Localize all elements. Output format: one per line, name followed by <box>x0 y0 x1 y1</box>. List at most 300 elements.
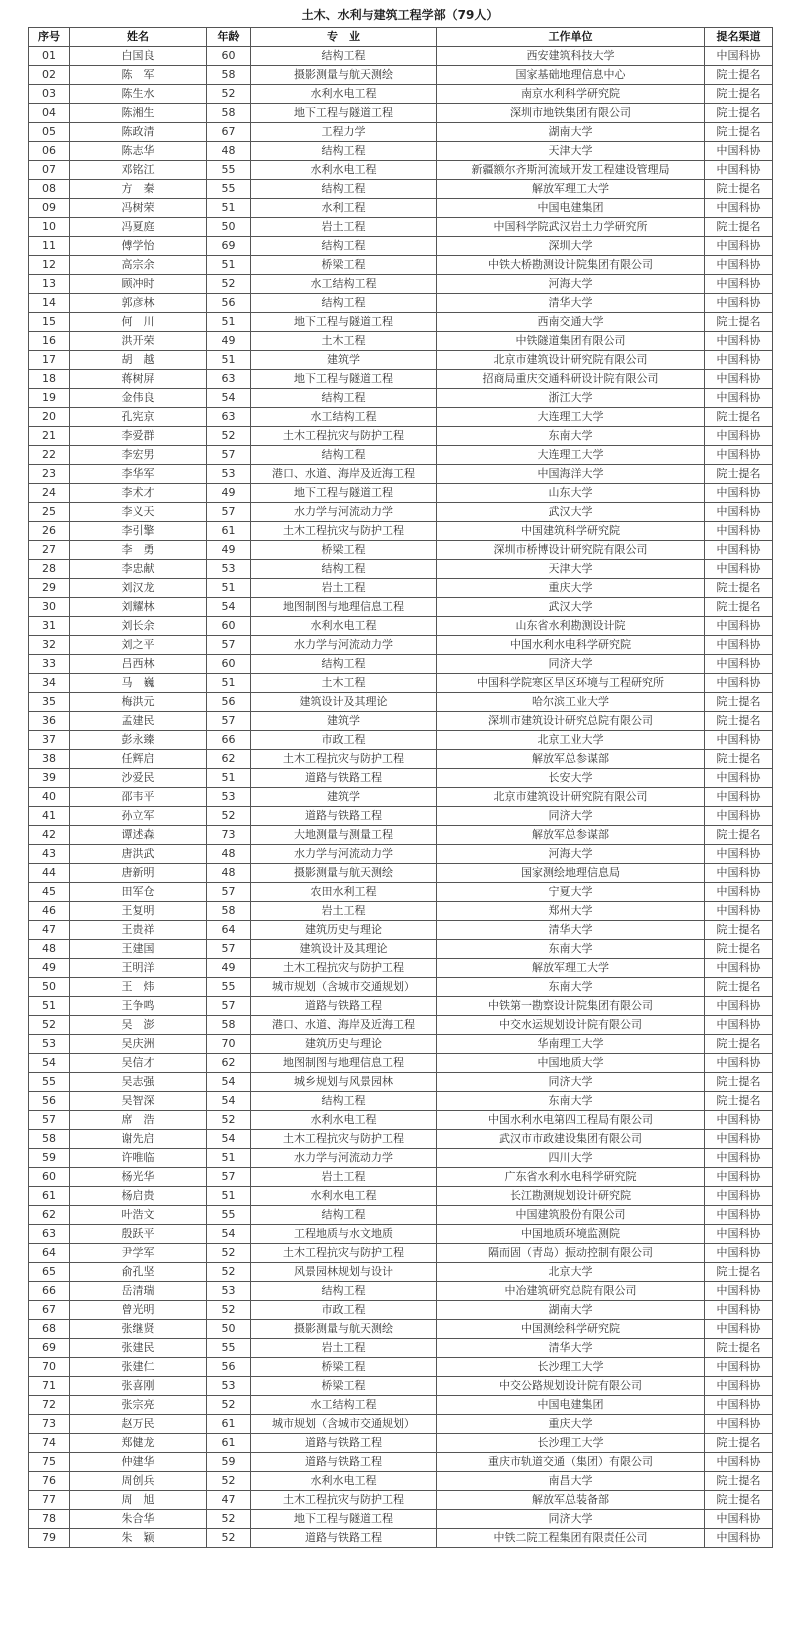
cell-major: 水利水电工程 <box>251 85 437 104</box>
table-row <box>29 959 773 978</box>
cell-name: 刘汉龙 <box>70 579 207 598</box>
cell-index: 53 <box>29 1035 70 1054</box>
cell-major: 岩土工程 <box>251 579 437 598</box>
cell-channel: 院士提名 <box>705 693 773 712</box>
cell-age: 51 <box>207 1149 251 1168</box>
cell-channel: 院士提名 <box>705 85 773 104</box>
table-row <box>29 1434 773 1453</box>
cell-index: 66 <box>29 1282 70 1301</box>
table-row <box>29 1225 773 1244</box>
cell-channel: 院士提名 <box>705 1035 773 1054</box>
cell-employer: 东南大学 <box>437 940 705 959</box>
cell-channel: 中国科协 <box>705 370 773 389</box>
cell-name: 张喜刚 <box>70 1377 207 1396</box>
cell-major: 地图制图与地理信息工程 <box>251 598 437 617</box>
table-row <box>29 47 773 66</box>
cell-age: 52 <box>207 1301 251 1320</box>
cell-age: 54 <box>207 1073 251 1092</box>
cell-channel: 中国科协 <box>705 1301 773 1320</box>
cell-employer: 大连理工大学 <box>437 446 705 465</box>
cell-channel: 中国科协 <box>705 902 773 921</box>
cell-index: 33 <box>29 655 70 674</box>
cell-name: 陈政清 <box>70 123 207 142</box>
table-row <box>29 1206 773 1225</box>
table-row <box>29 1073 773 1092</box>
cell-channel: 中国科协 <box>705 959 773 978</box>
cell-major: 城市规划（含城市交通规划） <box>251 978 437 997</box>
table-row <box>29 237 773 256</box>
cell-name: 陈 军 <box>70 66 207 85</box>
cell-index: 14 <box>29 294 70 313</box>
cell-index: 34 <box>29 674 70 693</box>
cell-employer: 宁夏大学 <box>437 883 705 902</box>
cell-name: 白国良 <box>70 47 207 66</box>
cell-major: 地下工程与隧道工程 <box>251 104 437 123</box>
cell-major: 土木工程抗灾与防护工程 <box>251 1491 437 1510</box>
cell-channel: 院士提名 <box>705 465 773 484</box>
cell-employer: 浙江大学 <box>437 389 705 408</box>
cell-major: 岩土工程 <box>251 218 437 237</box>
cell-major: 建筑学 <box>251 712 437 731</box>
cell-name: 周 旭 <box>70 1491 207 1510</box>
table-header-row <box>29 28 773 47</box>
cell-major: 结构工程 <box>251 1282 437 1301</box>
table-row <box>29 807 773 826</box>
cell-channel: 中国科协 <box>705 237 773 256</box>
cell-name: 王 炜 <box>70 978 207 997</box>
cell-major: 市政工程 <box>251 731 437 750</box>
cell-channel: 中国科协 <box>705 332 773 351</box>
cell-channel: 院士提名 <box>705 180 773 199</box>
cell-name: 刘长余 <box>70 617 207 636</box>
cell-name: 吴庆洲 <box>70 1035 207 1054</box>
table-row <box>29 1130 773 1149</box>
cell-employer: 同济大学 <box>437 807 705 826</box>
cell-employer: 中铁隧道集团有限公司 <box>437 332 705 351</box>
cell-major: 水工结构工程 <box>251 408 437 427</box>
cell-channel: 院士提名 <box>705 940 773 959</box>
cell-age: 55 <box>207 1206 251 1225</box>
cell-age: 47 <box>207 1491 251 1510</box>
cell-channel: 中国科协 <box>705 1187 773 1206</box>
cell-employer: 中铁二院工程集团有限责任公司 <box>437 1529 705 1548</box>
cell-index: 40 <box>29 788 70 807</box>
table-row <box>29 1529 773 1548</box>
table-row <box>29 1016 773 1035</box>
cell-channel: 院士提名 <box>705 218 773 237</box>
cell-index: 08 <box>29 180 70 199</box>
cell-employer: 解放军理工大学 <box>437 180 705 199</box>
cell-name: 许唯临 <box>70 1149 207 1168</box>
table-row <box>29 997 773 1016</box>
cell-age: 56 <box>207 1358 251 1377</box>
cell-age: 56 <box>207 693 251 712</box>
cell-channel: 院士提名 <box>705 1472 773 1491</box>
cell-name: 仲建华 <box>70 1453 207 1472</box>
cell-index: 48 <box>29 940 70 959</box>
cell-channel: 中国科协 <box>705 503 773 522</box>
cell-index: 59 <box>29 1149 70 1168</box>
cell-age: 52 <box>207 1529 251 1548</box>
cell-major: 土木工程抗灾与防护工程 <box>251 1130 437 1149</box>
cell-name: 李义天 <box>70 503 207 522</box>
cell-employer: 东南大学 <box>437 427 705 446</box>
table-row <box>29 598 773 617</box>
cell-age: 51 <box>207 199 251 218</box>
cell-major: 桥梁工程 <box>251 1358 437 1377</box>
cell-name: 陈湘生 <box>70 104 207 123</box>
cell-major: 摄影测量与航天测绘 <box>251 66 437 85</box>
cell-employer: 中交公路规划设计院有限公司 <box>437 1377 705 1396</box>
cell-age: 52 <box>207 1111 251 1130</box>
cell-major: 地下工程与隧道工程 <box>251 484 437 503</box>
cell-channel: 中国科协 <box>705 864 773 883</box>
cell-channel: 中国科协 <box>705 351 773 370</box>
cell-index: 11 <box>29 237 70 256</box>
table-row <box>29 503 773 522</box>
cell-major: 道路与铁路工程 <box>251 997 437 1016</box>
cell-name: 李忠献 <box>70 560 207 579</box>
cell-index: 47 <box>29 921 70 940</box>
cell-index: 73 <box>29 1415 70 1434</box>
cell-age: 58 <box>207 1016 251 1035</box>
cell-employer: 解放军总参谋部 <box>437 750 705 769</box>
table-row <box>29 1415 773 1434</box>
cell-employer: 东南大学 <box>437 1092 705 1111</box>
table-row <box>29 788 773 807</box>
cell-name: 孟建民 <box>70 712 207 731</box>
table-row <box>29 1453 773 1472</box>
cell-age: 52 <box>207 1472 251 1491</box>
cell-employer: 广东省水利水电科学研究院 <box>437 1168 705 1187</box>
cell-index: 36 <box>29 712 70 731</box>
cell-name: 唐新明 <box>70 864 207 883</box>
cell-major: 结构工程 <box>251 237 437 256</box>
cell-index: 29 <box>29 579 70 598</box>
cell-name: 曾光明 <box>70 1301 207 1320</box>
cell-index: 06 <box>29 142 70 161</box>
cell-age: 52 <box>207 1263 251 1282</box>
cell-index: 41 <box>29 807 70 826</box>
cell-age: 59 <box>207 1453 251 1472</box>
table-row <box>29 1263 773 1282</box>
cell-index: 20 <box>29 408 70 427</box>
column-header-name: 姓名 <box>70 28 207 47</box>
cell-major: 道路与铁路工程 <box>251 1529 437 1548</box>
cell-major: 结构工程 <box>251 1092 437 1111</box>
column-header-channel: 提名渠道 <box>705 28 773 47</box>
cell-employer: 重庆大学 <box>437 1415 705 1434</box>
cell-age: 53 <box>207 560 251 579</box>
cell-employer: 深圳市建筑设计研究总院有限公司 <box>437 712 705 731</box>
cell-major: 水利水电工程 <box>251 1187 437 1206</box>
cell-channel: 中国科协 <box>705 1282 773 1301</box>
cell-index: 54 <box>29 1054 70 1073</box>
cell-employer: 中冶建筑研究总院有限公司 <box>437 1282 705 1301</box>
cell-employer: 北京工业大学 <box>437 731 705 750</box>
table-row <box>29 1149 773 1168</box>
cell-index: 25 <box>29 503 70 522</box>
cell-channel: 中国科协 <box>705 1529 773 1548</box>
cell-name: 彭永臻 <box>70 731 207 750</box>
page-title: 土木、水利与建筑工程学部（79人） <box>301 8 499 22</box>
cell-major: 农田水利工程 <box>251 883 437 902</box>
cell-channel: 中国科协 <box>705 1358 773 1377</box>
column-header-employer: 工作单位 <box>437 28 705 47</box>
cell-employer: 湖南大学 <box>437 123 705 142</box>
cell-channel: 中国科协 <box>705 560 773 579</box>
table-row <box>29 560 773 579</box>
cell-employer: 中国科学院武汉岩土力学研究所 <box>437 218 705 237</box>
cell-channel: 院士提名 <box>705 750 773 769</box>
cell-employer: 四川大学 <box>437 1149 705 1168</box>
cell-index: 65 <box>29 1263 70 1282</box>
table-row <box>29 180 773 199</box>
cell-major: 地下工程与隧道工程 <box>251 1510 437 1529</box>
table-row <box>29 332 773 351</box>
cell-channel: 中国科协 <box>705 294 773 313</box>
cell-major: 土木工程抗灾与防护工程 <box>251 959 437 978</box>
cell-channel: 中国科协 <box>705 788 773 807</box>
cell-channel: 中国科协 <box>705 389 773 408</box>
cell-index: 03 <box>29 85 70 104</box>
cell-major: 建筑学 <box>251 351 437 370</box>
cell-channel: 中国科协 <box>705 883 773 902</box>
cell-name: 张继贤 <box>70 1320 207 1339</box>
cell-name: 朱合华 <box>70 1510 207 1529</box>
cell-index: 58 <box>29 1130 70 1149</box>
cell-employer: 中国水利水电第四工程局有限公司 <box>437 1111 705 1130</box>
cell-major: 地下工程与隧道工程 <box>251 370 437 389</box>
cell-major: 土木工程抗灾与防护工程 <box>251 750 437 769</box>
cell-index: 72 <box>29 1396 70 1415</box>
table-row <box>29 1396 773 1415</box>
cell-age: 57 <box>207 940 251 959</box>
table-row <box>29 845 773 864</box>
cell-age: 63 <box>207 370 251 389</box>
cell-index: 38 <box>29 750 70 769</box>
table-row <box>29 921 773 940</box>
table-row <box>29 123 773 142</box>
cell-index: 13 <box>29 275 70 294</box>
cell-major: 大地测量与测量工程 <box>251 826 437 845</box>
cell-index: 09 <box>29 199 70 218</box>
cell-index: 78 <box>29 1510 70 1529</box>
table-row <box>29 85 773 104</box>
cell-major: 结构工程 <box>251 1206 437 1225</box>
cell-channel: 院士提名 <box>705 598 773 617</box>
cell-channel: 院士提名 <box>705 1339 773 1358</box>
cell-channel: 院士提名 <box>705 1073 773 1092</box>
cell-major: 水力学与河流动力学 <box>251 636 437 655</box>
cell-name: 马 巍 <box>70 674 207 693</box>
cell-employer: 国家基础地理信息中心 <box>437 66 705 85</box>
cell-age: 61 <box>207 1415 251 1434</box>
cell-employer: 清华大学 <box>437 1339 705 1358</box>
cell-name: 谢先启 <box>70 1130 207 1149</box>
cell-employer: 清华大学 <box>437 921 705 940</box>
cell-age: 63 <box>207 408 251 427</box>
cell-index: 49 <box>29 959 70 978</box>
table-row <box>29 655 773 674</box>
cell-major: 结构工程 <box>251 389 437 408</box>
cell-major: 工程地质与水文地质 <box>251 1225 437 1244</box>
table-row <box>29 427 773 446</box>
cell-employer: 同济大学 <box>437 1510 705 1529</box>
table-row <box>29 674 773 693</box>
cell-name: 张宗亮 <box>70 1396 207 1415</box>
cell-employer: 长安大学 <box>437 769 705 788</box>
cell-age: 62 <box>207 1054 251 1073</box>
cell-name: 任辉启 <box>70 750 207 769</box>
table-row <box>29 446 773 465</box>
cell-age: 52 <box>207 1244 251 1263</box>
cell-index: 42 <box>29 826 70 845</box>
cell-employer: 深圳大学 <box>437 237 705 256</box>
cell-age: 73 <box>207 826 251 845</box>
cell-major: 水力学与河流动力学 <box>251 1149 437 1168</box>
cell-channel: 中国科协 <box>705 199 773 218</box>
cell-age: 52 <box>207 1396 251 1415</box>
column-header-index: 序号 <box>29 28 70 47</box>
table-row <box>29 1092 773 1111</box>
cell-channel: 中国科协 <box>705 674 773 693</box>
cell-age: 61 <box>207 1434 251 1453</box>
cell-major: 道路与铁路工程 <box>251 1453 437 1472</box>
cell-employer: 清华大学 <box>437 294 705 313</box>
cell-channel: 中国科协 <box>705 427 773 446</box>
cell-age: 69 <box>207 237 251 256</box>
cell-age: 52 <box>207 85 251 104</box>
cell-channel: 中国科协 <box>705 1377 773 1396</box>
cell-major: 风景园林规划与设计 <box>251 1263 437 1282</box>
cell-employer: 北京市建筑设计研究院有限公司 <box>437 788 705 807</box>
cell-major: 水利水电工程 <box>251 617 437 636</box>
cell-index: 60 <box>29 1168 70 1187</box>
cell-age: 49 <box>207 541 251 560</box>
cell-age: 60 <box>207 655 251 674</box>
table-row <box>29 370 773 389</box>
cell-major: 水力学与河流动力学 <box>251 503 437 522</box>
cell-age: 57 <box>207 636 251 655</box>
cell-employer: 中国水利水电科学研究院 <box>437 636 705 655</box>
table-row <box>29 522 773 541</box>
cell-employer: 武汉市市政建设集团有限公司 <box>437 1130 705 1149</box>
cell-index: 46 <box>29 902 70 921</box>
cell-employer: 南昌大学 <box>437 1472 705 1491</box>
cell-index: 27 <box>29 541 70 560</box>
cell-name: 赵万民 <box>70 1415 207 1434</box>
table-row <box>29 1187 773 1206</box>
cell-age: 64 <box>207 921 251 940</box>
cell-age: 55 <box>207 180 251 199</box>
cell-channel: 院士提名 <box>705 712 773 731</box>
cell-name: 唐洪武 <box>70 845 207 864</box>
cell-channel: 中国科协 <box>705 1510 773 1529</box>
cell-name: 王争鸣 <box>70 997 207 1016</box>
cell-age: 54 <box>207 1092 251 1111</box>
cell-age: 58 <box>207 104 251 123</box>
cell-employer: 哈尔滨工业大学 <box>437 693 705 712</box>
cell-major: 结构工程 <box>251 560 437 579</box>
cell-name: 朱 颖 <box>70 1529 207 1548</box>
cell-age: 53 <box>207 465 251 484</box>
cell-major: 摄影测量与航天测绘 <box>251 1320 437 1339</box>
cell-channel: 中国科协 <box>705 256 773 275</box>
cell-index: 51 <box>29 997 70 1016</box>
cell-age: 58 <box>207 66 251 85</box>
cell-employer: 中国地质环境监测院 <box>437 1225 705 1244</box>
cell-name: 李引擎 <box>70 522 207 541</box>
cell-channel: 院士提名 <box>705 123 773 142</box>
cell-channel: 院士提名 <box>705 104 773 123</box>
cell-name: 方 秦 <box>70 180 207 199</box>
cell-index: 15 <box>29 313 70 332</box>
cell-name: 吴志强 <box>70 1073 207 1092</box>
cell-index: 32 <box>29 636 70 655</box>
cell-employer: 长江勘测规划设计研究院 <box>437 1187 705 1206</box>
cell-major: 岩土工程 <box>251 1339 437 1358</box>
cell-major: 结构工程 <box>251 446 437 465</box>
cell-name: 李 勇 <box>70 541 207 560</box>
table-row <box>29 256 773 275</box>
table-row <box>29 313 773 332</box>
cell-name: 何 川 <box>70 313 207 332</box>
cell-employer: 中国海洋大学 <box>437 465 705 484</box>
table-row <box>29 66 773 85</box>
cell-index: 39 <box>29 769 70 788</box>
table-row <box>29 579 773 598</box>
cell-age: 52 <box>207 1510 251 1529</box>
table-row <box>29 541 773 560</box>
cell-index: 16 <box>29 332 70 351</box>
cell-employer: 中国电建集团 <box>437 1396 705 1415</box>
cell-channel: 中国科协 <box>705 541 773 560</box>
cell-channel: 院士提名 <box>705 921 773 940</box>
cell-employer: 中交水运规划设计院有限公司 <box>437 1016 705 1035</box>
cell-employer: 同济大学 <box>437 1073 705 1092</box>
cell-name: 杨启贵 <box>70 1187 207 1206</box>
cell-major: 港口、水道、海岸及近海工程 <box>251 1016 437 1035</box>
cell-major: 建筑历史与理论 <box>251 1035 437 1054</box>
cell-age: 61 <box>207 522 251 541</box>
cell-major: 结构工程 <box>251 180 437 199</box>
cell-channel: 院士提名 <box>705 1434 773 1453</box>
cell-channel: 中国科协 <box>705 1206 773 1225</box>
cell-name: 李爱群 <box>70 427 207 446</box>
table-row <box>29 712 773 731</box>
cell-channel: 中国科协 <box>705 1168 773 1187</box>
cell-name: 邓铭江 <box>70 161 207 180</box>
table-row <box>29 1510 773 1529</box>
cell-employer: 中国测绘科学研究院 <box>437 1320 705 1339</box>
cell-index: 12 <box>29 256 70 275</box>
cell-employer: 新疆额尔齐斯河流域开发工程建设管理局 <box>437 161 705 180</box>
cell-major: 土木工程 <box>251 332 437 351</box>
cell-name: 张建仁 <box>70 1358 207 1377</box>
cell-index: 07 <box>29 161 70 180</box>
cell-name: 孙立军 <box>70 807 207 826</box>
cell-employer: 河海大学 <box>437 275 705 294</box>
cell-index: 50 <box>29 978 70 997</box>
table-row <box>29 484 773 503</box>
cell-channel: 中国科协 <box>705 484 773 503</box>
cell-index: 43 <box>29 845 70 864</box>
cell-channel: 中国科协 <box>705 1453 773 1472</box>
cell-name: 周创兵 <box>70 1472 207 1491</box>
table-row <box>29 1472 773 1491</box>
cell-employer: 山东大学 <box>437 484 705 503</box>
